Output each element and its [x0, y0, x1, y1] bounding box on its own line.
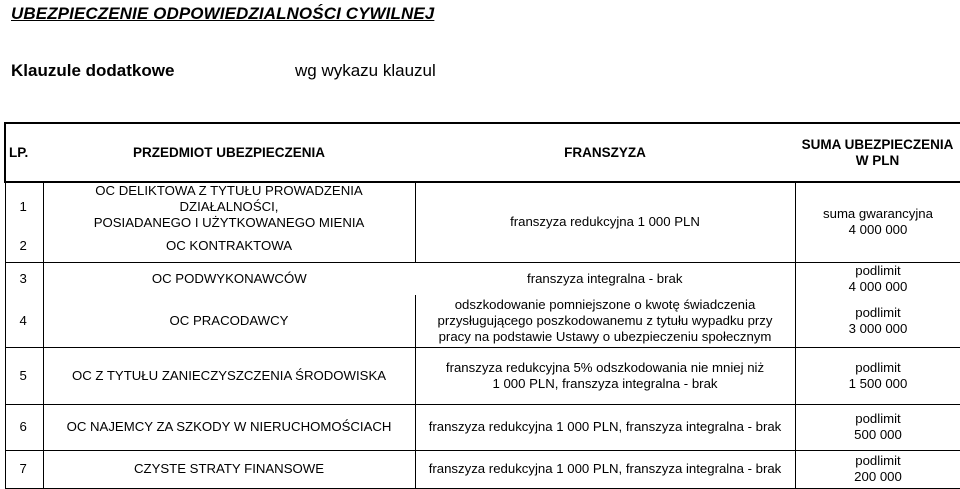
row-sum-line2: 500 000: [854, 427, 902, 442]
row-deductible: [415, 295, 795, 347]
header-sum: [795, 123, 960, 182]
row-sum: [795, 404, 960, 450]
row-deductible-line2: 1 000 PLN, franszyza integralna - brak: [492, 375, 718, 391]
row-deductible-line1: odszkodowanie pomniejszone o kwotę świadczenia: [454, 296, 756, 312]
row-subject: OC PRACODAWCY: [43, 295, 415, 347]
row-lp: 7: [5, 450, 43, 488]
row-subject: OC PODWYKONAWCÓW: [151, 270, 307, 286]
row-sum: [795, 295, 960, 347]
row-sum-line1: podlimit: [855, 359, 901, 375]
table-row: [5, 404, 960, 450]
table-row: [5, 182, 960, 231]
row-sum-line1: podlimit: [855, 411, 901, 426]
row-sum-line2: 4 000 000: [848, 278, 908, 294]
row-sum: [795, 262, 960, 295]
row-lp: 3: [5, 262, 43, 295]
row-sum-line2: 200 000: [854, 469, 902, 484]
coverage-table: [4, 122, 960, 489]
header-row: [5, 123, 960, 182]
row-subject: OC Z TYTUŁU ZANIECZYSZCZENIA ŚRODOWISKA: [43, 347, 415, 404]
row-sum: [795, 347, 960, 404]
row-lp: 5: [5, 347, 43, 404]
row-lp: 4: [5, 295, 43, 347]
section-heading: Klauzule dodatkowe: [11, 61, 175, 80]
table-row: [5, 262, 960, 295]
row-sum-line2: 3 000 000: [848, 320, 908, 336]
section-note: wg wykazu klauzul: [295, 61, 436, 80]
header-deductible: FRANSZYZA: [415, 123, 795, 182]
row-subject: OC KONTRAKTOWA: [43, 231, 415, 262]
table-row: [5, 450, 960, 488]
row-lp: 6: [5, 404, 43, 450]
row-sum: [795, 182, 960, 262]
row-subject: [43, 182, 415, 231]
row-sum-line1: suma gwarancyjna: [823, 206, 933, 222]
header-lp: LP.: [5, 123, 43, 182]
row-deductible: franszyza redukcyjna 1 000 PLN, franszyza integralna - brak: [415, 404, 795, 450]
row-deductible-line3: pracy na podstawie Ustawy o ubezpieczeniu społecznym: [438, 328, 772, 344]
row-sum-line1: podlimit: [855, 262, 901, 278]
row-deductible: [415, 347, 795, 404]
row-deductible: franszyza redukcyjna 1 000 PLN: [415, 182, 795, 262]
row-lp: 1: [5, 182, 43, 231]
document-title: UBEZPIECZENIE ODPOWIEDZIALNOŚCI CYWILNEJ: [11, 4, 435, 23]
row-sum-line1: podlimit: [855, 304, 901, 320]
header-sum-line2: W PLN: [855, 152, 900, 168]
row-subject-line1: OC DELIKTOWA Z TYTUŁU PROWADZENIA DZIAŁALNOŚCI,: [95, 183, 363, 214]
row-deductible-line1: franszyza redukcyjna 5% odszkodowania nie mniej niż: [445, 359, 765, 375]
row-subject: OC NAJEMCY ZA SZKODY W NIERUCHOMOŚCIACH: [43, 404, 415, 450]
row-deductible-line2: przysługującego poszkodowanemu z tytułu wypadku przy: [437, 312, 773, 328]
row-deductible: franszyza integralna - brak: [415, 262, 795, 295]
row-subject-line2: POSIADANEGO I UŻYTKOWANEGO MIENIA: [93, 215, 365, 230]
table-row: [5, 347, 960, 404]
row-deductible: franszyza redukcyjna 1 000 PLN, franszyza integralna - brak: [415, 450, 795, 488]
table-row: [5, 295, 960, 347]
row-lp: 2: [5, 231, 43, 262]
row-sum: [795, 450, 960, 488]
row-sum-line2: 1 500 000: [848, 375, 908, 391]
row-sum-line1: podlimit: [855, 453, 901, 468]
row-subject: CZYSTE STRATY FINANSOWE: [43, 450, 415, 488]
header-subject: PRZEDMIOT UBEZPIECZENIA: [43, 123, 415, 182]
row-sum-line2: 4 000 000: [848, 222, 908, 238]
header-sum-line1: SUMA UBEZPIECZENIA: [801, 136, 954, 152]
